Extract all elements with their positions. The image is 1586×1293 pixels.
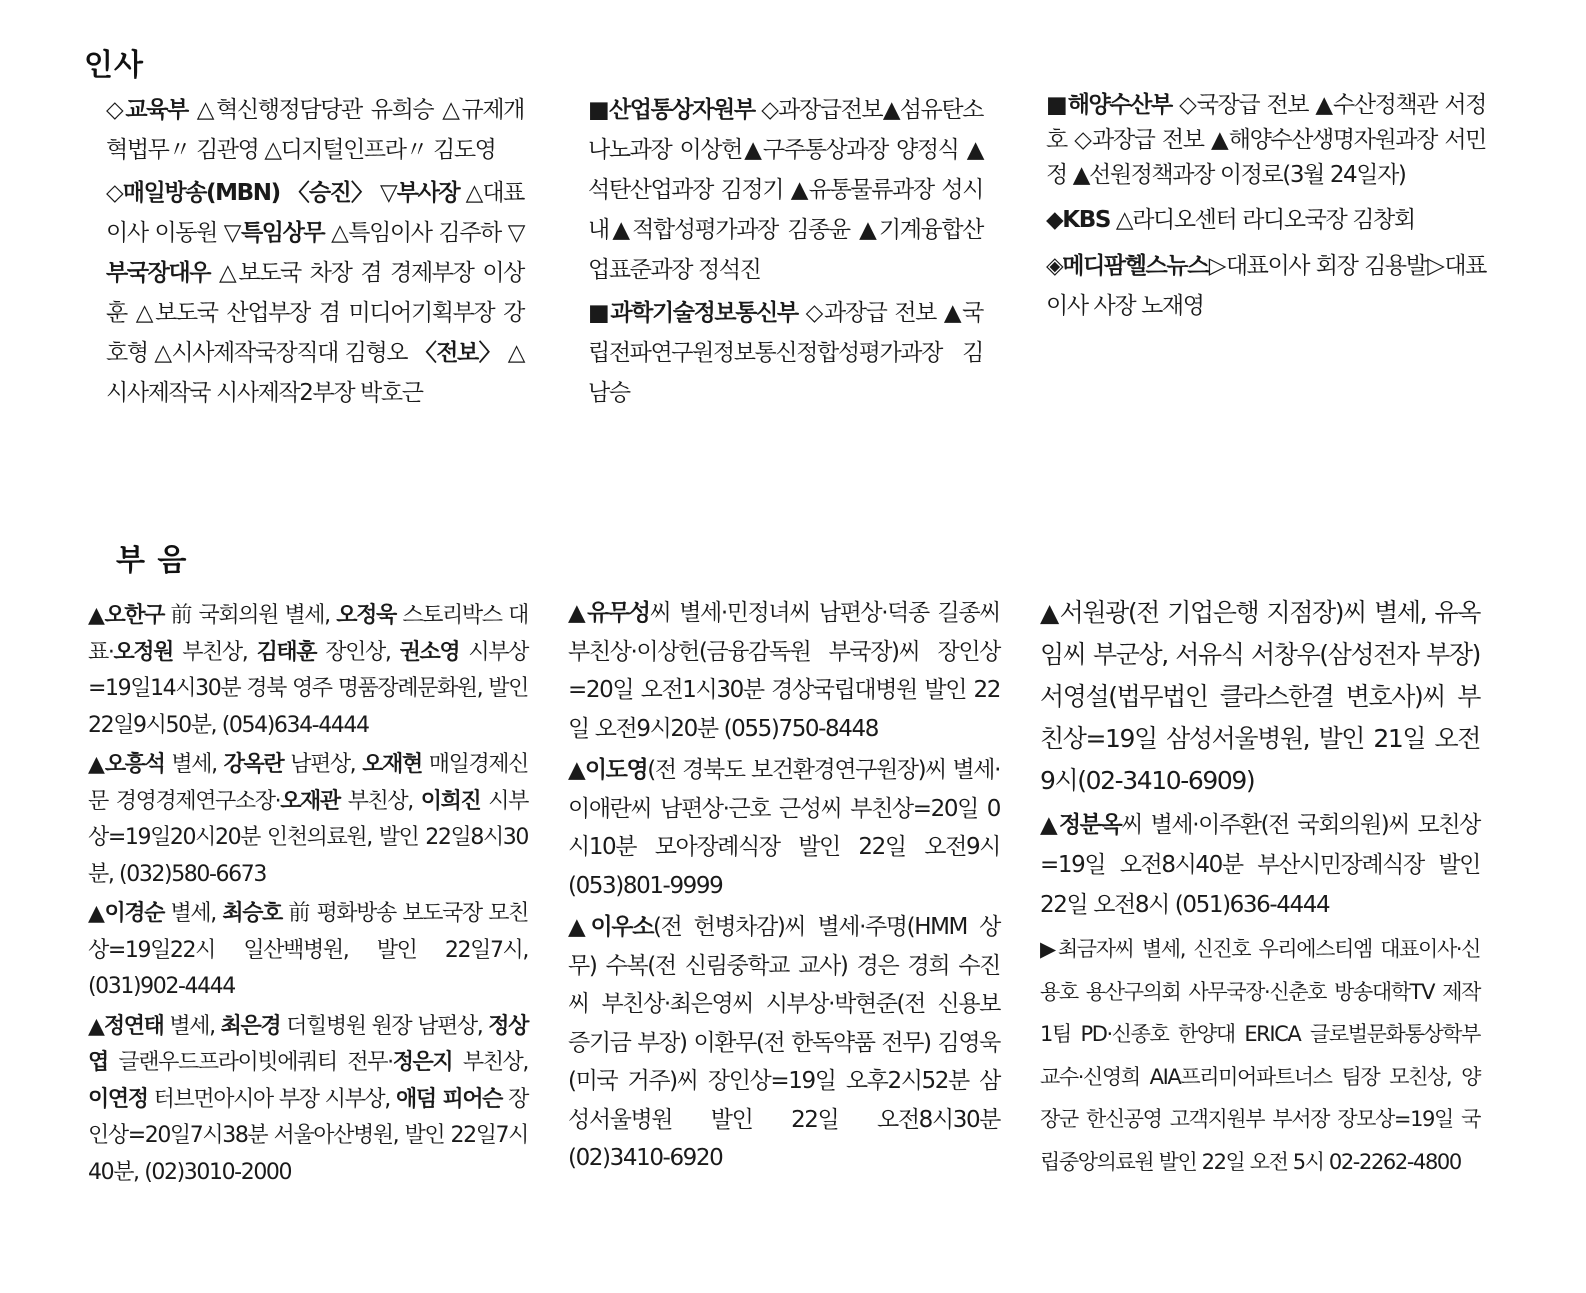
obituary-entry: ▲정분옥씨 별세·이주환(전 국회의원)씨 모친상=19일 오전8시40분 부산시민장례식장 발인 22일 오전8시 (051)636-4444 [1040, 812, 1480, 918]
insa-column-1 [84, 90, 524, 413]
obituary-entry: ▲이우소(전 헌병차감)씨 별세·주명(HMM 상무) 수복(전 신림중학교 교사) 경은 경희 수진씨 부친상·최은영씨 시부상·박현준(전 신용보증기금 부장) 이환무(전 한독약품 전무) 김영욱(미국 거주)씨 장인상=19일 오후2시52분 삼성서울병원 발인 22일 오전8시30분 (02)3410-6920 [568, 914, 1000, 1171]
bueum-heading: 부 음 [116, 543, 188, 578]
insa-entry-mof: ■해양수산부 ◇국장급 전보 ▲수산정책관 서정호 ◇과장급 전보 ▲해양수산생명자원과장 서민정 ▲선원정책과장 이정로(3월 24일자) [1046, 92, 1487, 188]
insa-column-2 [588, 90, 983, 413]
insa-column-3 [1046, 88, 1486, 326]
obituary-entry: ▶최금자씨 별세, 신진호 우리에스티엠 대표이사·신용호 용산구의회 사무국장·신춘호 방송대학TV 제작1팀 PD·신종호 한양대 ERICA 글로벌문화통상학부 교수·신영희 AIA프리미어파트너스 팀장 모친상, 양장군 한신공영 고객지원부 부서장 장모상=19일 국립중앙의료원 발인 22일 오전 5시 02-2262-4800 [1040, 937, 1480, 1174]
insa-entry-education-ministry: ◇교육부 △혁신행정담당관 유희승 △규제개혁법무〃 김관영 △디지털인프라〃 김도영 [106, 97, 524, 163]
insa-entry-msit: ■과학기술정보통신부 ◇과장급 전보 ▲국립전파연구원정보통신정합성평가과장 김남승 [588, 300, 984, 406]
obituary-entry: ▲오흥석 별세, 강옥란 남편상, 오재현 매일경제신문 경영경제연구소장·오재관 부친상, 이희진 시부상=19일20시20분 인천의료원, 발인 22일8시30분, (032)580-6673 [88, 752, 528, 887]
obituary-entry: ▲유무성씨 별세·민정녀씨 남편상·덕종 길종씨 부친상·이상헌(금융감독원 부국장)씨 장인상=20일 오전1시30분 경상국립대병원 발인 22일 오전9시20분 (055)750-8448 [568, 600, 1001, 742]
insa-entry-medipharm: ◈메디팜헬스뉴스▷대표이사 회장 김용발▷대표이사 사장 노재영 [1046, 253, 1486, 319]
bueum-column-3 [1040, 592, 1480, 1183]
insa-entry-mbn: ◇매일방송(MBN) 〈승진〉 ▽부사장 △대표이사 이동원 ▽특임상무 △특임이사 김주하 ▽부국장대우 △보도국 차장 겸 경제부장 이상훈 △보도국 산업부장 겸 미디어기획부장 강호형 △시사제작국장직대 김형오 〈전보〉 △시사제작국 시사제작2부장 박호근 [106, 180, 525, 406]
obituary-entry: ▲이도영(전 경북도 보건환경연구원장)씨 별세·이애란씨 남편상·근호 근성씨 부친상=20일 0시10분 모아장례식장 발인 22일 오전9시 (053)801-9999 [568, 757, 1000, 899]
insa-heading: 인사 [84, 48, 144, 83]
obituary-entry: ▲서원광(전 기업은행 지점장)씨 별세, 유옥임씨 부군상, 서유식 서창우(삼성전자 부장) 서영설(법무법인 클라스한결 변호사)씨 부친상=19일 삼성서울병원, 발인 21일 오전 9시(02-3410-6909) [1040, 598, 1480, 795]
obituary-entry: ▲오한구 前 국회의원 별세, 오정욱 스토리박스 대표·오정원 부친상, 김태훈 장인상, 권소영 시부상=19일14시30분 경북 영주 명품장례문화원, 발인 22일9시50분, (054)634-4444 [88, 603, 528, 738]
insa-entry-kbs: ◆KBS △라디오센터 라디오국장 김창회 [1046, 207, 1415, 233]
insa-entry-motie: ■산업통상자원부 ◇과장급전보▲섬유탄소나노과장 이상헌▲구주통상과장 양정식 ▲석탄산업과장 김정기 ▲유통물류과장 성시내▲적합성평가과장 김종윤 ▲기계융합산업표준과장 정석진 [588, 97, 983, 283]
bueum-column-2 [568, 594, 1000, 1178]
obituary-entry: ▲정연태 별세, 최은경 더힐병원 원장 남편상, 정상엽 글랜우드프라이빗에쿼티 전무·정은지 부친상, 이연정 터브먼아시아 부장 시부상, 애덤 피어슨 장인상=20일7시38분 서울아산병원, 발인 22일7시40분, (02)3010-2000 [88, 1013, 529, 1185]
obituary-entry: ▲이경순 별세, 최승호 前 평화방송 보도국장 모친상=19일22시 일산백병원, 발인 22일7시, (031)902-4444 [88, 901, 528, 999]
bueum-column-1 [88, 598, 528, 1191]
